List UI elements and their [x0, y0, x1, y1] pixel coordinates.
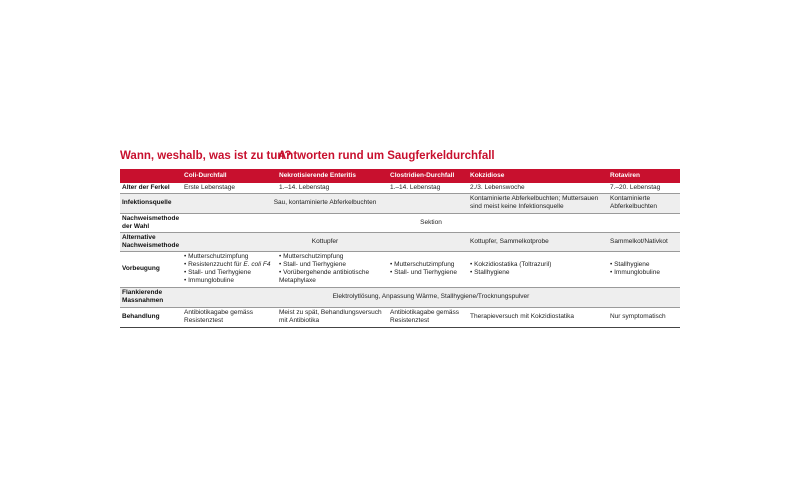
header-row	[120, 169, 680, 182]
cell-rota: Kontaminierte Abferkelbuchten	[608, 193, 680, 213]
row-label: Nachweismethode der Wahl	[120, 213, 182, 232]
list-item: • Stall- und Tierhygiene	[279, 261, 386, 269]
cell-kok: Kottupfer, Sammelkotprobe	[468, 232, 608, 251]
heading-subtitle: Antworten rund um Saugferkeldurchfall	[278, 150, 495, 162]
cell-kok: 2./3. Lebenswoche	[468, 182, 608, 193]
list-item: • Mutterschutzimpfung	[279, 253, 386, 261]
cell-kok	[468, 251, 608, 287]
row-behandlung	[120, 307, 680, 327]
cell-span: Sau, kontaminierte Abferkelbuchten	[182, 193, 468, 213]
list-item: • Mutterschutzimpfung	[390, 261, 466, 269]
resistenz-text: Resistenzzucht für	[188, 260, 244, 268]
header-clostridien: Clostridien-Durchfall	[390, 171, 455, 179]
row-label: Alternative Nachweismethode	[120, 232, 182, 251]
row-nachweis	[120, 213, 680, 232]
cell-nek	[277, 251, 388, 287]
cell-kok: Therapieversuch mit Kokzidiostatika	[468, 307, 608, 327]
list-item: • Kokzidiostatika (Toltrazuril)	[470, 261, 606, 269]
cell-span: Kottupfer	[182, 232, 468, 251]
header-kokzidiose: Kokzidiose	[470, 171, 505, 179]
cell-clos: Antibiotikagabe gemäss Resistenztest	[388, 307, 468, 327]
cell-clos: 1.–14. Lebenstag	[388, 182, 468, 193]
row-flankierend	[120, 287, 680, 307]
list-item: • Immunglobuline	[610, 269, 678, 277]
list-item: • Stallhygiene	[610, 261, 678, 269]
row-label: Behandlung	[120, 307, 182, 327]
cell-nek: Meist zu spät, Behandlungsversuch mit Antibiotika	[277, 307, 388, 327]
cell-coli	[182, 251, 277, 287]
list-item: • Vorübergehende antibiotische Metaphylaxe	[279, 269, 386, 285]
row-vorbeugung	[120, 251, 680, 287]
diarrhea-table	[120, 169, 680, 328]
row-alter	[120, 182, 680, 193]
list-item: • Stall- und Tierhygiene	[184, 269, 275, 277]
cell-kok: Kontaminierte Abferkelbuchten; Muttersauen sind meist keine Infektionsquelle	[468, 193, 608, 213]
header-coli: Coli-Durchfall	[184, 171, 227, 179]
cell-span: Sektion	[182, 213, 680, 232]
cell-nek: 1.–14. Lebenstag	[277, 182, 388, 193]
cell-coli: Erste Lebenstage	[182, 182, 277, 193]
heading-title: Wann, weshalb, was ist zu tun?	[120, 150, 292, 162]
row-infektion	[120, 193, 680, 213]
row-label: Infektionsquelle	[120, 193, 182, 213]
header-rotaviren: Rotaviren	[610, 171, 640, 179]
list-item: • Immunglobuline	[184, 277, 275, 285]
header-cell-empty	[120, 169, 182, 182]
cell-coli: Antibiotikagabe gemäss Resistenztest	[182, 307, 277, 327]
cell-span: Elektrolytlösung, Anpassung Wärme, Stallhygiene/Trocknungspulver	[182, 287, 680, 307]
cell-clos	[388, 251, 468, 287]
cell-rota	[608, 251, 680, 287]
row-label: Vorbeugung	[120, 251, 182, 287]
cell-rota: Nur symptomatisch	[608, 307, 680, 327]
row-label: Alter der Ferkel	[120, 182, 182, 193]
list-item: • Stallhygiene	[470, 269, 606, 277]
row-label: Flankierende Massnahmen	[120, 287, 182, 307]
list-item	[184, 261, 275, 269]
list-item: • Mutterschutzimpfung	[184, 253, 275, 261]
table-heading	[120, 150, 495, 162]
cell-rota: Sammelkot/Nativkot	[608, 232, 680, 251]
header-nekrotisierende: Nekrotisierende Enteritis	[279, 171, 356, 179]
cell-rota: 7.–20. Lebenstag	[608, 182, 680, 193]
row-alternativ	[120, 232, 680, 251]
list-item: • Stall- und Tierhygiene	[390, 269, 466, 277]
resistenz-strain: E. coli F4	[243, 260, 271, 268]
